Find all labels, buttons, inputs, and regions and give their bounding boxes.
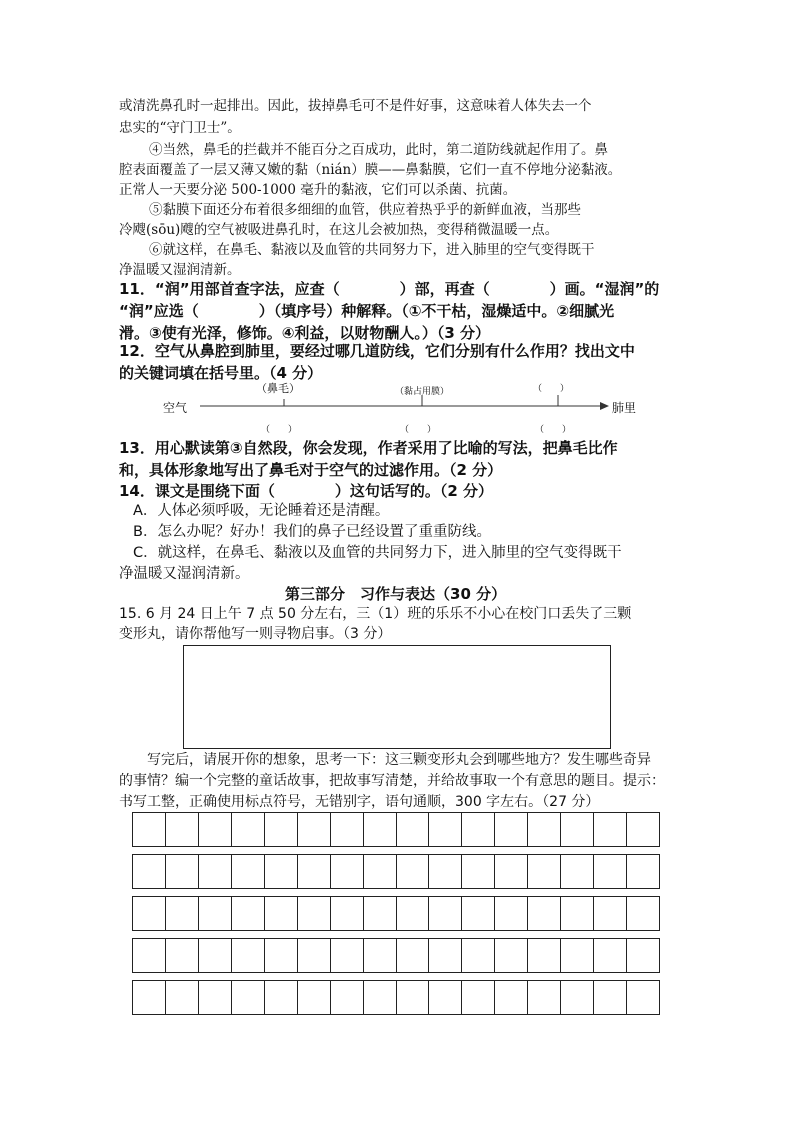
diagram-top-label: （ ） <box>533 384 570 394</box>
grid-cell[interactable] <box>594 855 627 888</box>
grid-cell[interactable] <box>232 855 265 888</box>
grid-cell[interactable] <box>364 813 397 846</box>
grid-cell[interactable] <box>298 939 331 972</box>
grid-cell[interactable] <box>528 855 561 888</box>
grid-cell[interactable] <box>133 855 166 888</box>
grid-cell[interactable] <box>528 981 561 1014</box>
grid-cell[interactable] <box>232 897 265 930</box>
grid-cell[interactable] <box>429 939 462 972</box>
grid-cell[interactable] <box>364 939 397 972</box>
essay-prompt: 的事情？编一个完整的童话故事，把故事写清楚，并给故事取一个有意思的题目。提示： <box>119 773 665 789</box>
grid-cell[interactable] <box>298 897 331 930</box>
grid-cell[interactable] <box>594 939 627 972</box>
grid-cell[interactable] <box>627 939 659 972</box>
grid-cell[interactable] <box>166 981 199 1014</box>
passage-line: ⑤黏膜下面还分布着很多细细的血管，供应着热乎乎的新鲜血液，当那些 <box>149 202 581 218</box>
diagram-top-label: （黏占用膜） <box>395 387 450 397</box>
grid-cell[interactable] <box>429 981 462 1014</box>
grid-cell[interactable] <box>265 855 298 888</box>
grid-cell[interactable] <box>331 981 364 1014</box>
grid-cell[interactable] <box>397 897 430 930</box>
grid-cell[interactable] <box>265 939 298 972</box>
grid-cell[interactable] <box>594 897 627 930</box>
question-14: 14．课文是围绕下面（ ）这句话写的。（2 分） <box>119 482 494 500</box>
grid-cell[interactable] <box>232 981 265 1014</box>
question-15: 变形丸，请你帮他写一则寻物启事。（3 分） <box>119 626 392 642</box>
grid-row <box>132 938 660 973</box>
grid-cell[interactable] <box>166 855 199 888</box>
grid-cell[interactable] <box>594 813 627 846</box>
essay-prompt: 书写工整，正确使用标点符号，无错别字，语句通顺，300 字左右。（27 分） <box>119 794 600 810</box>
grid-cell[interactable] <box>199 855 232 888</box>
diagram-end-label: 肺里 <box>612 401 637 415</box>
grid-cell[interactable] <box>627 981 659 1014</box>
question-11: 滑。③使有光泽，修饰。④利益，以财物酬人。）（3 分） <box>119 324 491 342</box>
grid-cell[interactable] <box>528 939 561 972</box>
grid-cell[interactable] <box>627 855 659 888</box>
grid-cell[interactable] <box>397 939 430 972</box>
grid-cell[interactable] <box>166 897 199 930</box>
grid-cell[interactable] <box>561 981 594 1014</box>
grid-cell[interactable] <box>232 939 265 972</box>
grid-cell[interactable] <box>199 813 232 846</box>
grid-cell[interactable] <box>429 897 462 930</box>
diagram-bottom-label: （ ） <box>261 425 298 435</box>
grid-cell[interactable] <box>199 981 232 1014</box>
grid-cell[interactable] <box>166 813 199 846</box>
grid-cell[interactable] <box>429 813 462 846</box>
grid-cell[interactable] <box>495 939 528 972</box>
question-13: 13．用心默读第③自然段，你会发现，作者采用了比喻的写法，把鼻毛比作 <box>119 439 618 457</box>
passage-line: 腔表面覆盖了一层又薄又嫩的黏（nián）膜——鼻黏膜，它们一直不停地分泌黏液。 <box>119 162 622 178</box>
grid-cell[interactable] <box>265 897 298 930</box>
grid-cell[interactable] <box>528 813 561 846</box>
diagram-start-label: 空气 <box>163 401 188 415</box>
grid-cell[interactable] <box>331 897 364 930</box>
grid-cell[interactable] <box>364 897 397 930</box>
question-12: 12．空气从鼻腔到肺里，要经过哪几道防线，它们分别有什么作用？找出文中 <box>119 342 635 360</box>
grid-cell[interactable] <box>561 855 594 888</box>
grid-cell[interactable] <box>133 897 166 930</box>
grid-cell[interactable] <box>495 897 528 930</box>
grid-row <box>132 812 660 847</box>
grid-cell[interactable] <box>429 855 462 888</box>
lost-notice-answer-box[interactable] <box>183 645 611 749</box>
diagram-bottom-label: （ ） <box>535 425 572 435</box>
option-b: B．怎么办呢？好办！我们的鼻子已经设置了重重防线。 <box>133 524 491 540</box>
option-c: C．就这样，在鼻毛、黏液以及血管的共同努力下，进入肺里的空气变得既干 <box>133 545 622 561</box>
passage-line: ④当然，鼻毛的拦截并不能百分之百成功，此时，第二道防线就起作用了。鼻 <box>149 142 608 158</box>
diagram-bottom-label: （ ） <box>400 425 437 435</box>
grid-cell[interactable] <box>462 813 495 846</box>
option-a: A．人体必须呼吸，无论睡着还是清醒。 <box>133 503 390 519</box>
grid-cell[interactable] <box>298 981 331 1014</box>
grid-cell[interactable] <box>561 813 594 846</box>
grid-cell[interactable] <box>627 813 659 846</box>
grid-cell[interactable] <box>561 939 594 972</box>
grid-cell[interactable] <box>397 855 430 888</box>
passage-line: 冷飕(sōu)飕的空气被吸进鼻孔时，在这儿会被加热，变得稍微温暖一点。 <box>119 222 559 238</box>
grid-cell[interactable] <box>462 981 495 1014</box>
grid-cell[interactable] <box>495 813 528 846</box>
option-c: 净温暖又湿润清新。 <box>119 566 250 582</box>
grid-cell[interactable] <box>199 897 232 930</box>
grid-cell[interactable] <box>265 813 298 846</box>
passage-line: 正常人一天要分泌 500-1000 毫升的黏液，它们可以杀菌、抗菌。 <box>119 182 517 198</box>
passage-line: ⑥就这样，在鼻毛、黏液以及血管的共同努力下，进入肺里的空气变得既干 <box>149 242 595 258</box>
grid-cell[interactable] <box>166 939 199 972</box>
grid-cell[interactable] <box>133 939 166 972</box>
passage-line: 或清洗鼻孔时一起排出。因此，拔掉鼻毛可不是件好事，这意味着人体失去一个 <box>119 98 592 114</box>
grid-cell[interactable] <box>397 981 430 1014</box>
grid-cell[interactable] <box>364 981 397 1014</box>
grid-cell[interactable] <box>495 855 528 888</box>
question-12: 的关键词填在括号里。（4 分） <box>119 364 323 382</box>
grid-row <box>132 896 660 931</box>
grid-cell[interactable] <box>133 981 166 1014</box>
question-11: “润”应选（ ）（填序号）种解释。（①不干枯，湿燥适中。②细腻光 <box>119 302 615 320</box>
grid-row <box>132 854 660 889</box>
grid-cell[interactable] <box>594 981 627 1014</box>
grid-cell[interactable] <box>561 897 594 930</box>
essay-prompt: 写完后，请展开你的想象，思考一下：这三颗变形丸会到哪些地方？发生哪些奇异 <box>119 752 651 768</box>
grid-cell[interactable] <box>298 813 331 846</box>
grid-cell[interactable] <box>265 981 298 1014</box>
question-11: 11．“润”用部首查字法，应查（ ）部，再查（ ）画。“湿润”的 <box>119 280 660 298</box>
grid-cell[interactable] <box>397 813 430 846</box>
grid-cell[interactable] <box>133 813 166 846</box>
grid-cell[interactable] <box>331 813 364 846</box>
question-15: 15. 6 月 24 日上午 7 点 50 分左右，三（1）班的乐乐不小心在校门口丢失了三颗 <box>119 606 632 622</box>
grid-cell[interactable] <box>232 813 265 846</box>
grid-cell[interactable] <box>528 897 561 930</box>
section-title: 第三部分 习作与表达（30 分） <box>285 585 507 603</box>
grid-cell[interactable] <box>298 855 331 888</box>
grid-cell[interactable] <box>462 855 495 888</box>
diagram-top-label: （鼻毛） <box>256 382 300 395</box>
grid-row <box>132 980 660 1015</box>
grid-cell[interactable] <box>462 939 495 972</box>
grid-cell[interactable] <box>495 981 528 1014</box>
composition-grid[interactable] <box>132 812 660 1022</box>
grid-cell[interactable] <box>364 855 397 888</box>
defense-diagram <box>0 375 794 435</box>
grid-cell[interactable] <box>199 939 232 972</box>
passage-line: 净温暖又湿润清新。 <box>119 262 241 278</box>
grid-cell[interactable] <box>331 855 364 888</box>
grid-cell[interactable] <box>627 897 659 930</box>
grid-cell[interactable] <box>331 939 364 972</box>
question-13: 和，具体形象地写出了鼻毛对于空气的过滤作用。（2 分） <box>119 461 503 479</box>
passage-line: 忠实的“守门卫士”。 <box>119 120 241 136</box>
grid-cell[interactable] <box>462 897 495 930</box>
